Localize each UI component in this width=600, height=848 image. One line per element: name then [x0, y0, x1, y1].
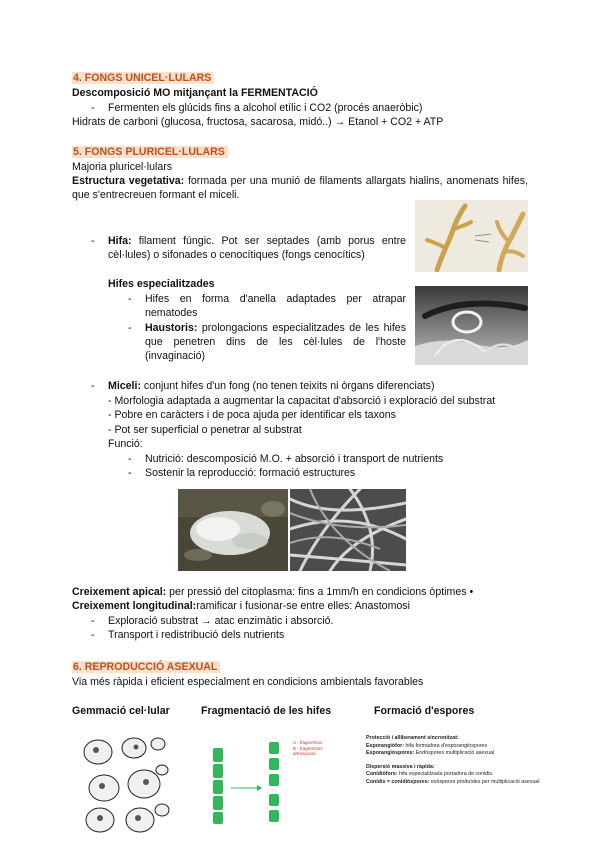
hyphae-fragmentation-drawing — [205, 742, 295, 826]
bullet-dash: - — [91, 629, 95, 641]
mycelium-point-3: - Pot ser superficial o penetrar al substrat — [108, 424, 302, 436]
haustoria-item: Haustoris: prolongacions especialitzades de les hifes que penetren dins de les cèl·lules de l'hoste (invaginació) — [145, 322, 406, 363]
mycelium-definition: Miceli: conjunt hifes d'un fong (no tenen teixits ni òrgans diferenciats) — [108, 380, 435, 392]
bullet-dash: - — [128, 322, 132, 334]
mycelium-photo-substrate — [178, 489, 288, 571]
sporangiophore-line: Esporangiòfor: hifa formadora d'esporangiòspores — [366, 742, 488, 749]
mycelium-photo-micrograph — [290, 489, 406, 571]
section-4-subtitle: Descomposició MO mitjançant la FERMENTACIÓ — [72, 87, 318, 99]
bullet-dash: - — [91, 235, 95, 247]
fermentation-bullet: Fermenten els glúcids fins a alcohol etílic i CO2 (procés anaeròbic) — [108, 102, 423, 114]
asexual-intro-line: Via més ràpida i eficient especialment en condicions ambientals favorables — [72, 676, 424, 688]
section-5-heading: 5. FONGS PLURICEL·LULARS — [72, 145, 228, 159]
section-4-heading: 4. FONGS UNICEL·LULARS — [72, 71, 214, 85]
fermentation-equation: Hidrats de carboni (glucosa, fructosa, sacarosa, midó..) → Etanol + CO2 + ATP — [72, 116, 444, 128]
specialized-hyphae-title: Hifes especialitzades — [108, 278, 215, 290]
bullet-dash: - — [128, 453, 132, 465]
bullet-dash: - — [91, 380, 95, 392]
function-label: Funció: — [108, 438, 143, 450]
fragmentation-note: A - fragmentos B - fragmentos artrosporas — [293, 740, 323, 756]
budding-column-title: Gemmació cel·lular — [72, 705, 170, 717]
bullet-dash: - — [128, 293, 132, 305]
hifa-definition: Hifa: filament fúngic. Pot ser septades (amb porus entre cèl·lules) o sifonades o cenocítiques (fongs cenocítics) — [108, 235, 406, 262]
fragmentation-column-title: Fragmentació de les hifes — [201, 705, 332, 717]
growth-item-2: Transport i redistribució dels nutrients — [108, 629, 285, 641]
nematode-trap-micrograph — [415, 286, 528, 365]
hypha-illustration — [415, 200, 528, 272]
spores-protection-title: Protecció i alliberament sincronitzat: — [366, 735, 459, 741]
longitudinal-growth-line: Creixement longitudinal:ramificar i fusionar-se entre elles: Anastomosi — [72, 600, 410, 612]
growth-item-1: Exploració substrat → atac enzimàtic i absorció. — [108, 615, 334, 627]
bullet-dash: - — [91, 102, 95, 114]
sporangiospore-line: Esporangiòspores: Endòspores multiplicació asexual — [366, 750, 495, 757]
conidia-line: Conidis = conidiòspores: exòspores produïdes per multiplicació asexual — [366, 778, 540, 785]
bullet-dash: - — [91, 615, 95, 627]
pluricellular-line: Majoria pluricel·lulars — [72, 161, 173, 173]
section-6-heading: 6. REPRODUCCIÓ ASEXUAL — [72, 660, 220, 674]
mycelium-point-1: - Morfologia adaptada a augmentar la capacitat d'absorció i exploració del substrat — [108, 395, 496, 407]
mycelium-point-2: - Pobre en caràcters i de poca ajuda per identificar els taxons — [108, 409, 396, 421]
spores-description — [366, 735, 540, 787]
spores-dispersal-title: Dispersió massiva i ràpida: — [366, 763, 435, 770]
function-item-1: Nutrició: descomposició M.O. + absorció i transport de nutrients — [145, 453, 444, 465]
apical-growth-line: Creixement apical: per pressió del citoplasma: fins a 1mm/h en condicions òptimes • — [72, 586, 474, 598]
spores-column-title: Formació d'espores — [374, 705, 475, 717]
vegetative-structure-paragraph: Estructura vegetativa: formada per una munió de filaments allargats hialins, anomenats hifes, que s'entrecreuen formant el miceli. — [72, 175, 528, 202]
function-item-2: Sostenir la reproducció: formació estructures — [145, 467, 356, 479]
bullet-dash: - — [128, 467, 132, 479]
budding-cells-drawing — [78, 732, 178, 836]
ring-hyphae-item: Hifes en forma d'anella adaptades per atrapar nematodes — [145, 293, 406, 320]
conidiophore-line: Conidiòfors: hifa especialitzada portadora de conidis. — [366, 771, 494, 778]
